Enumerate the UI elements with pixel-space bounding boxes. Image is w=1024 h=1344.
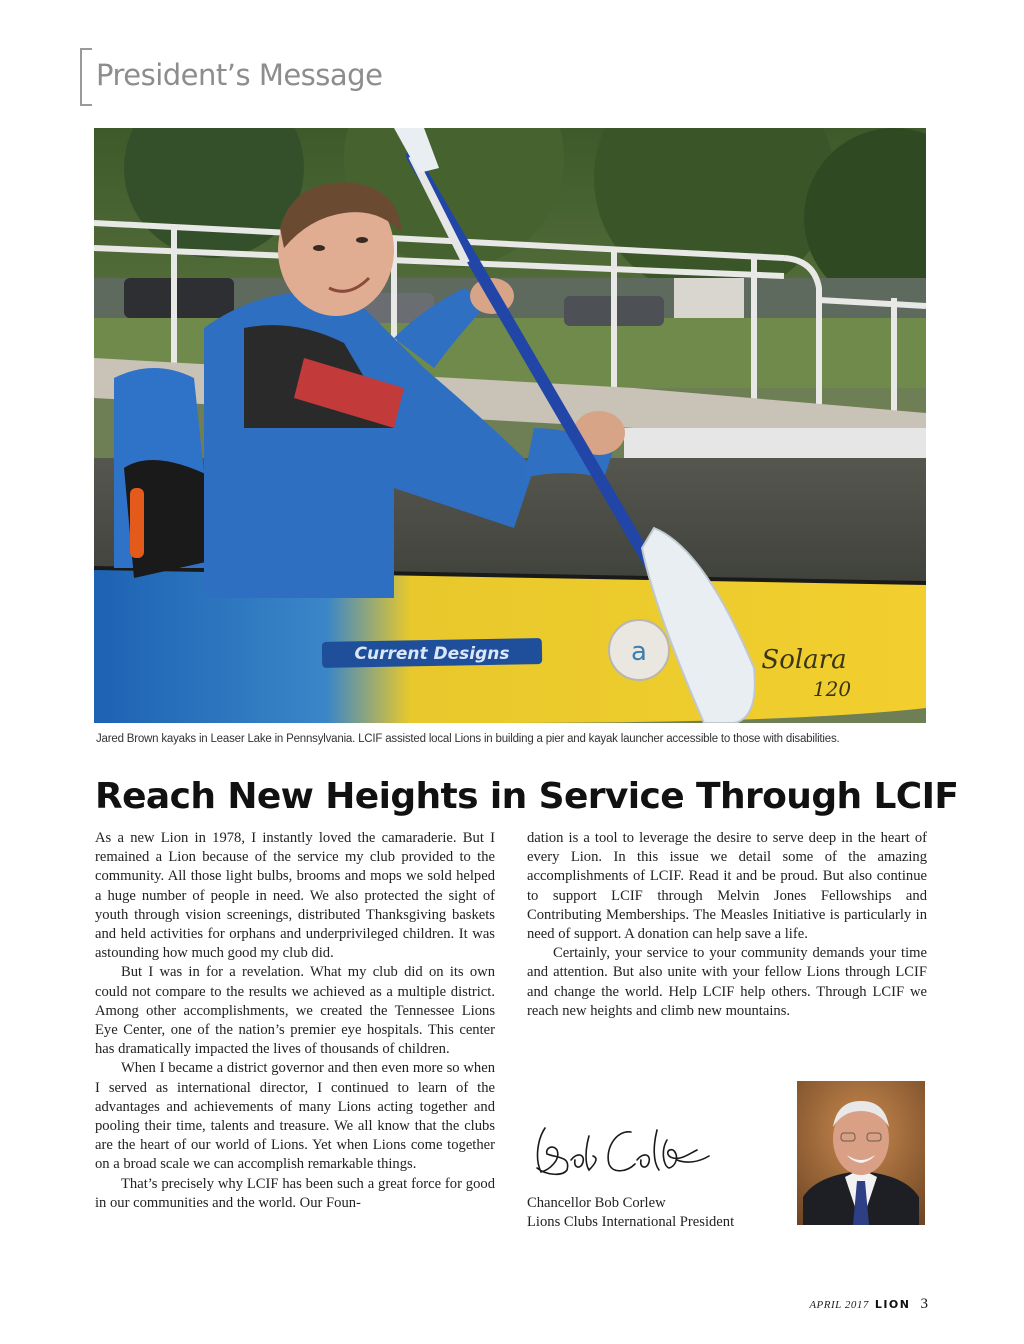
signature-drawing <box>527 1120 727 1180</box>
paragraph: When I became a district governor and then even more so when I served as international director, I continued to learn of the advantages and achievements of many Lions acting together and pooling their time, talents and treasure. We all know that the clubs are the heart of our world of Lions. Yet when Lions come together on a broad scale we can accomplish remarkable things. <box>95 1060 495 1173</box>
paragraph: dation is a tool to leverage the desire to serve deep in the heart of every Lion. In this issue we detail some of the amazing accomplishments of LCIF. Read it and be proud. But also continue to support LCIF through Melvin Jones Fellowships and Contributing Memberships. The Measles Initiative is particularly in need of support. A donation can help save a life. <box>527 830 927 943</box>
paragraph: That’s precisely why LCIF has been such a great force for good in our communities and the world. Our Foun- <box>95 1175 495 1211</box>
page-number: 3 <box>920 1296 928 1312</box>
handwritten-signature <box>527 1120 727 1180</box>
kayak-photo-illustration <box>94 128 926 723</box>
section-title: President’s Message <box>96 58 383 92</box>
issue-date: APRIL 2017 <box>809 1299 869 1311</box>
kayak-brand-label: Current Designs <box>354 644 510 664</box>
kayak-size-label: 120 <box>812 677 852 701</box>
portrait-illustration <box>797 1081 925 1225</box>
article-headline: Reach New Heights in Service Through LCIF <box>95 776 959 817</box>
kayak-photo <box>94 128 926 723</box>
header-bracket <box>80 48 92 106</box>
signatory-name: Chancellor Bob Corlew <box>527 1195 666 1211</box>
paragraph: But I was in for a revelation. What my club did on its own could not compare to the results we achieved as a multiple district. Among other accomplishments, we created the Tennessee Lions Eye Center, one of the nation’s premier eye hospitals. This center has dramatically impacted the lives of thousands of children. <box>95 964 495 1058</box>
magazine-name: LION <box>874 1298 911 1311</box>
paragraph: Certainly, your service to your community demands your time and attention. But also unite with your fellow Lions through LCIF and change the world. Help LCIF help others. Through LCIF we reach new heights and climb new mountains. <box>527 945 927 1019</box>
president-portrait <box>797 1081 925 1225</box>
signatory-title: Lions Clubs International President <box>527 1214 735 1230</box>
article-left-column <box>95 829 495 1213</box>
kayak-model-label: Solara <box>761 645 847 675</box>
page-footer <box>809 1296 928 1313</box>
article-right-column <box>527 829 927 1021</box>
photo-caption: Jared Brown kayaks in Leaser Lake in Pennsylvania. LCIF assisted local Lions in building a pier and kayak launcher accessible to those with disabilities. <box>96 733 840 745</box>
paragraph: As a new Lion in 1978, I instantly loved the camaraderie. But I remained a Lion because of the service my club provided to the community. All those light bulbs, brooms and mops we sold helped a huge number of people in need. We also protected the sight of youth through vision screenings, distributed Thanksgiving baskets and held activities for orphans and underprivileged children. It was astounding how much good my club did. <box>95 830 495 962</box>
svg-text:a: a <box>631 637 647 667</box>
